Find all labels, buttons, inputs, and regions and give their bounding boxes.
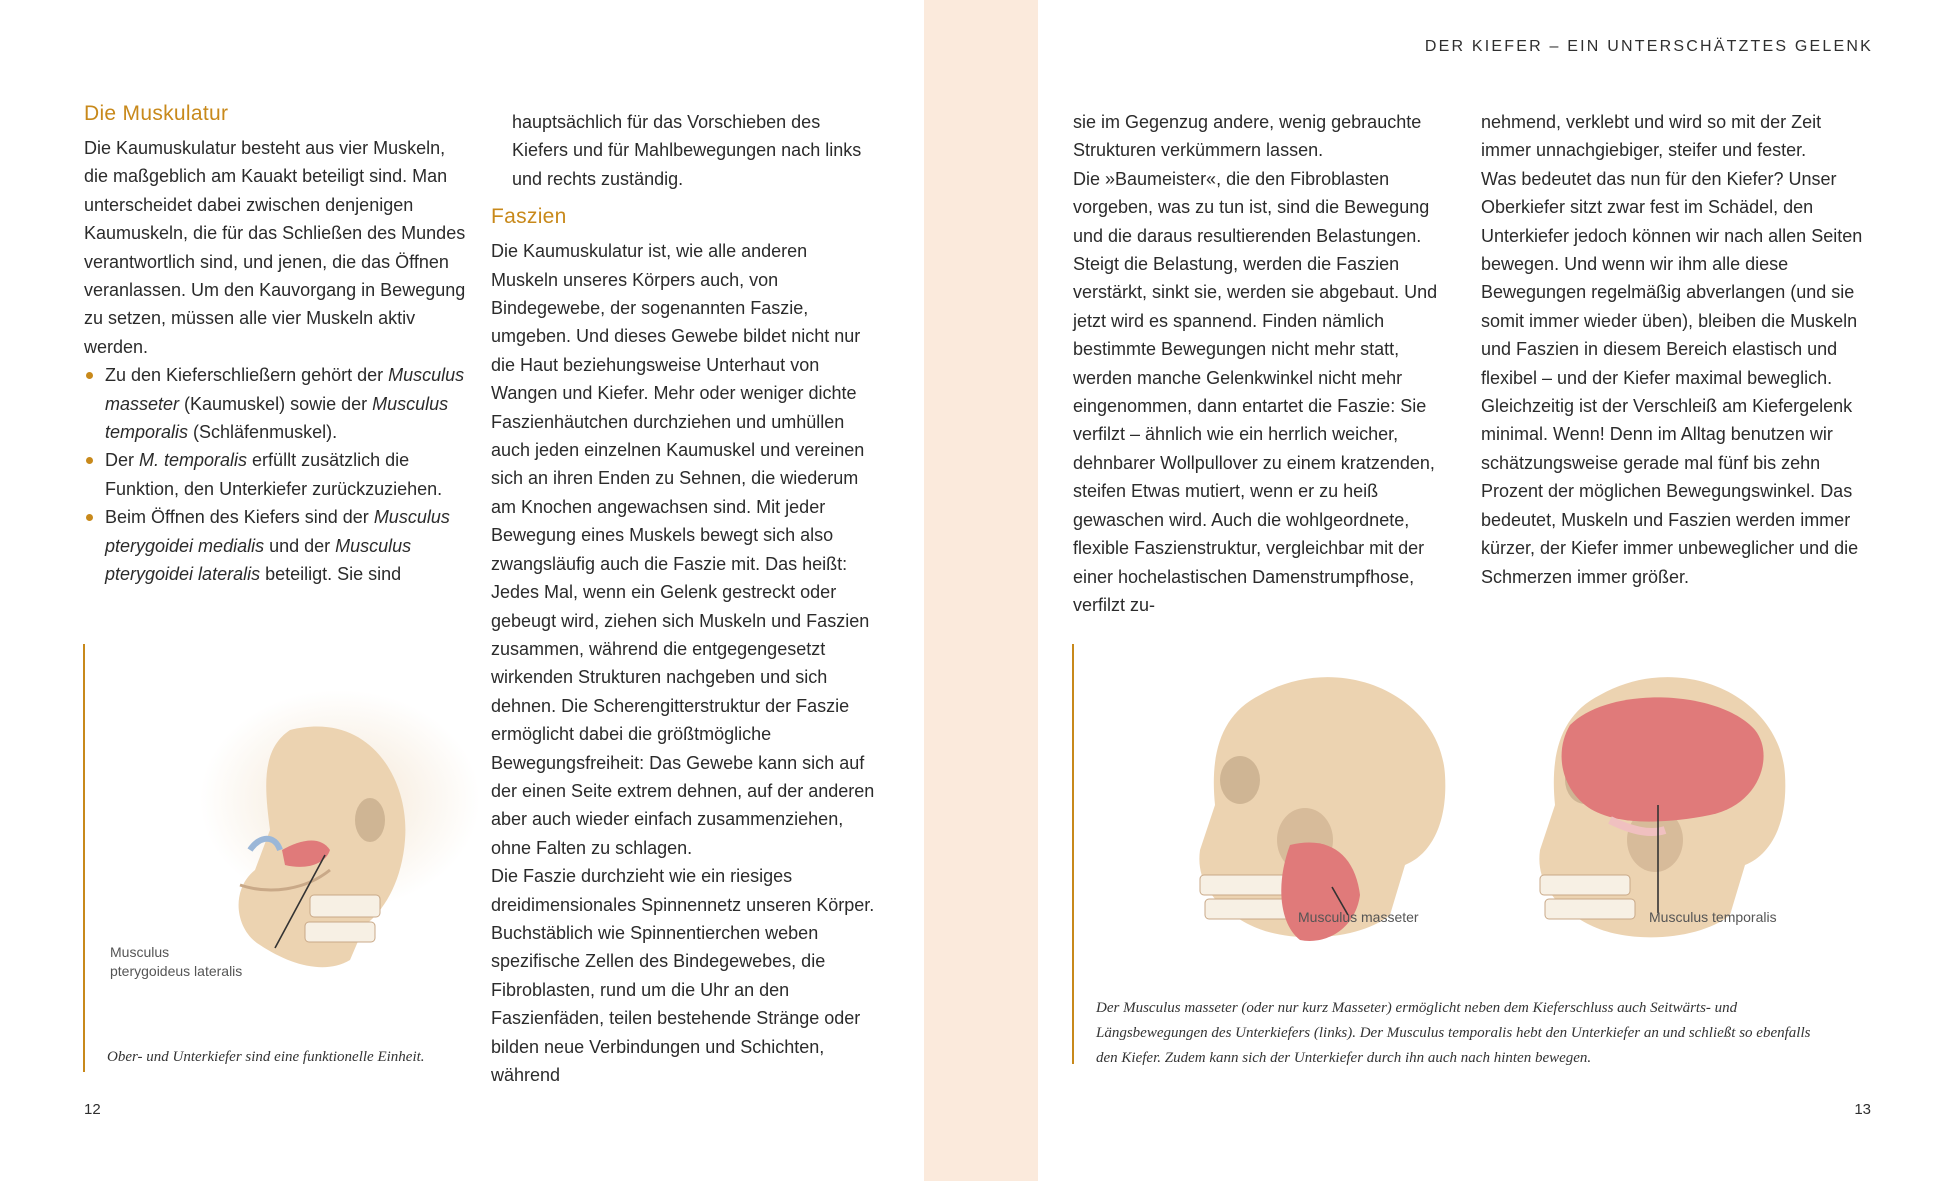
baumeister-paragraph: Die »Baumeister«, die den Fibroblasten vorgeben, was zu tun ist, sind die Bewegung und die daraus resultierenden Belastungen. Steigt die Belastung, werden die Faszien verstärkt, sinkt sie, werden sie abgebaut. Und jetzt wird es spannend. Finden nämlich bestimmte Bewegungen nicht mehr statt, werden manche Gelenkwinkel nicht mehr eingenommen, dann entartet die Faszie: Sie verfilzt – ähnlich wie ein herrlich weicher, dehnbarer Wollpullover zu einem kratzenden, steifen Etwas mutiert, wenn er zu heiß gewaschen wird. Auch die wohlgeordnete, flexible Faszienstruktur, vergleichbar mit der einer hochelastischen Damenstrumpfhose, verfilzt zu-: [1073, 168, 1438, 615]
figure-caption-right: Der Musculus masseter (oder nur kurz Masseter) ermöglicht neben dem Kieferschluss auch Seitwärts- und Längsbewegungen des Unterkiefers (links). Der Musculus temporalis hebt den Unterkiefer an und schließt so ebenfalls den Kiefer. Zudem kann sich der Unterkiefer durch ihn auch nach hinten bewegen.: [1096, 1000, 1811, 1066]
muscle-list-continuation: hauptsächlich für das Vorschieben des Kiefers und für Mahlbewegungen nach links und rechts zuständig.: [512, 112, 862, 189]
faszien-paragraph-1: Die Kaumuskulatur ist, wie alle anderen Muskeln unseres Körpers auch, von Bindegewebe, der sogenannten Faszie, umgeben. Und dieses Gewebe bildet nicht nur die Haut beziehungsweise Unterhaut von Wangen und Kiefer. Mehr oder weniger dichte Faszienhäutchen durchziehen und umhüllen auch jeden einzelnen Kaumuskel und vereinen sich an ihren Enden zu Sehnen, die wiederum am Knochen angewachsen sind. Mit jeder Bewegung eines Muskels bewegt sich also zwangsläufig auch die Faszie mit. Das heißt: Jedes Mal, wenn ein Gelenk gestreckt oder gebeugt wird, ziehen sich Muskeln und Faszien zusammen, während die entgegengesetzt wirkenden Strukturen nachgeben und sich dehnen. Die Scherengitterstruktur der Faszie ermöglicht dabei die größtmögliche Bewegungsfreiheit: Das Gewebe kann sich auf der einen Seite extrem dehnen, auf der anderen aber auch wieder einfach zusammenziehen, ohne Falten zu schlagen.: [491, 241, 875, 858]
section-heading-muskulatur: Die Muskulatur: [84, 102, 229, 125]
page-number-right: 13: [1854, 1101, 1871, 1118]
right-column-2: [1481, 108, 1867, 591]
list-item: Beim Öffnen des Kiefers sind der Musculus pterygoidei medialis und der Musculus pterygoidei lateralis beteiligt. Sie sind: [84, 503, 468, 588]
page-number-left: 12: [84, 1101, 101, 1118]
figure-label-musculus: Musculus: [110, 944, 170, 960]
kiefer-paragraph: Was bedeutet das nun für den Kiefer? Unser Oberkiefer sitzt zwar fest im Schädel, den Unterkiefer jedoch können wir nach allen Seiten bewegen. Und wenn wir ihm alle diese Bewegungen regelmäßig abverlangen (und sie somit immer wieder üben), bleiben die Muskeln und Faszien in diesem Bereich elastisch und flexibel – und der Kiefer maximal beweglich. Gleichzeitig ist der Verschleiß am Kiefergelenk minimal. Wenn! Denn im Alltag benutzen wir schätzungsweise gerade mal fünf bis zehn Prozent der möglichen Bewegungswinkel. Das bedeutet, Muskeln und Faszien werden immer kürzer, der Kiefer immer unbeweglicher und die Schmerzen immer größer.: [1481, 168, 1863, 587]
right-column-1: [1073, 108, 1458, 619]
faszien-paragraph-2: Die Faszie durchzieht wie ein riesiges dreidimensionales Spinnennetz unseren Körper. Buchstäblich wie Spinnentierchen weben spezifische Zellen des Bindegewebes, die Fibroblasten, rund um die Uhr an den Faszienfäden, teilen bestehende Stränge oder bilden neue Verbindungen und Schichten, während: [491, 866, 875, 1085]
list-item: Zu den Kieferschließern gehört der Musculus masseter (Kaumuskel) sowie der Musculus temporalis (Schläfenmuskel).: [84, 361, 468, 446]
verfilzung-paragraph-end: nehmend, verklebt und wird so mit der Zeit immer unnachgiebiger, steifer und fester.: [1481, 112, 1822, 161]
skull-illustration-pterygoideus: [110, 690, 420, 1000]
section-heading-faszien: Faszien: [491, 205, 567, 229]
left-column-1: [84, 100, 468, 589]
skull-illustration-masseter: [1140, 655, 1470, 965]
book-gutter: [924, 0, 1038, 1181]
skull-illustration-temporalis: [1490, 655, 1830, 965]
left-column-2: [491, 108, 877, 1089]
figure-rule-right: [1072, 644, 1074, 1064]
figure-label-temporalis: Musculus temporalis: [1649, 909, 1777, 925]
figure-label-masseter: Musculus masseter: [1298, 909, 1419, 925]
muscle-bullet-list: [84, 361, 468, 588]
figure-caption-left: Ober- und Unterkiefer sind eine funktionelle Einheit.: [107, 1049, 425, 1065]
running-head: DER KIEFER – EIN UNTERSCHÄTZTES GELENK: [1424, 38, 1873, 55]
fibroblast-paragraph-end: sie im Gegenzug andere, wenig gebrauchte Strukturen verkümmern lassen.: [1073, 112, 1422, 161]
figure-rule-left: [83, 644, 85, 1072]
list-item: Der M. temporalis erfüllt zusätzlich die Funktion, den Unterkiefer zurückzuziehen.: [84, 446, 468, 503]
figure-label-pterygoideus: pterygoideus lateralis: [110, 963, 243, 979]
muskulatur-intro: Die Kaumuskulatur besteht aus vier Muskeln, die maßgeblich am Kauakt beteiligt sind. Man unterscheidet dabei zwischen denjenigen Kaumuskeln, die für das Schließen des Mundes verantwortlich sind, und jenen, die das Öffnen veranlassen. Um den Kauvorgang in Bewegung zu setzen, müssen alle vier Muskeln aktiv werden.: [84, 138, 466, 357]
